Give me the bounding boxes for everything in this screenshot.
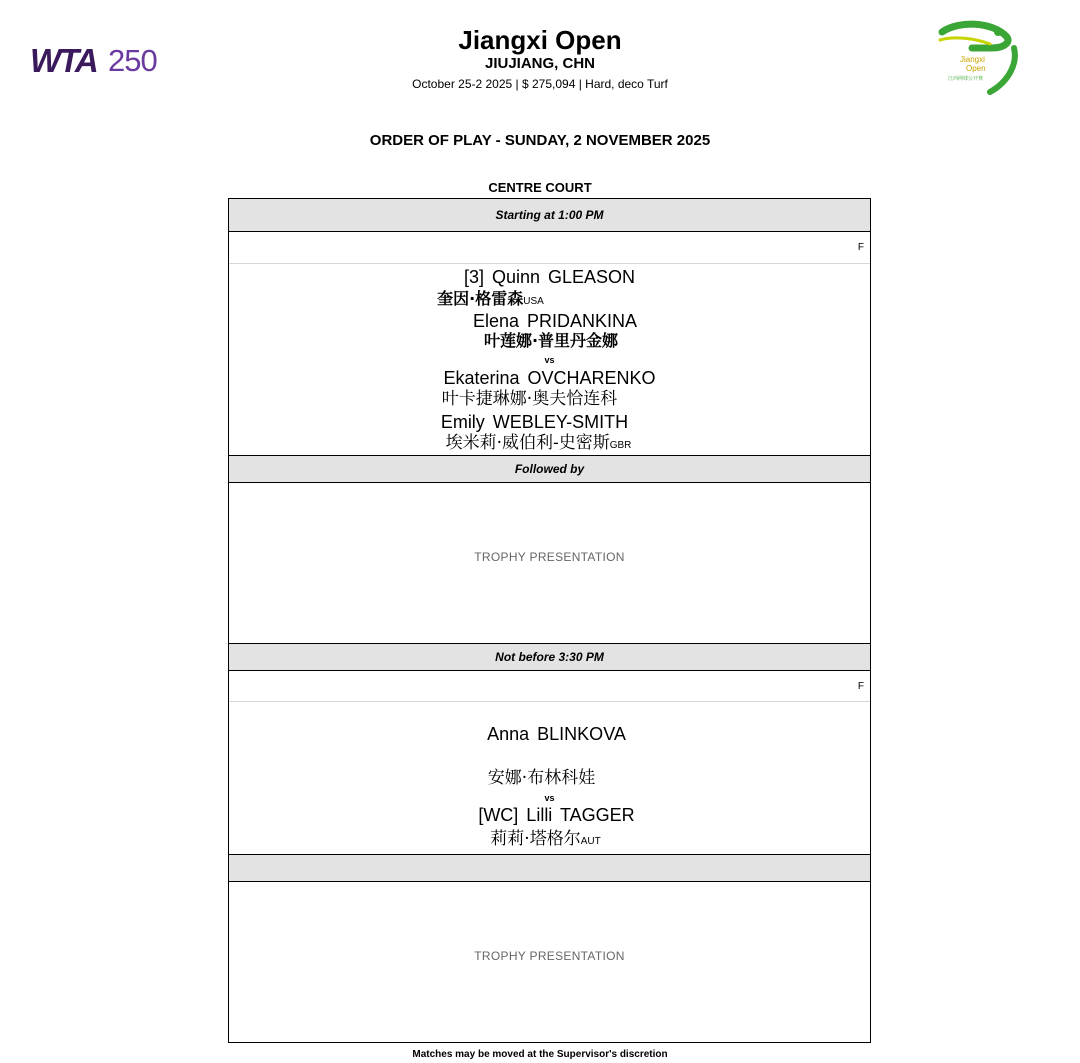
tournament-city: JIUJIANG, CHN [484,55,596,72]
team1-player1-country: USA [523,296,544,307]
logo-text-line2: Open [966,64,986,73]
jiangxi-open-logo [930,18,1025,100]
team1-player2 [229,311,870,332]
session-header-2 [229,643,870,671]
trophy-block-2 [229,882,870,1042]
team1-player1 [229,267,870,288]
logo-text-line1: Jiangxi [960,55,985,64]
vs-label-2: vs [544,793,555,803]
team2-player1-name: Ekaterina OVCHARENKO [443,368,656,388]
match2-player1-cn [229,768,870,788]
match-2 [229,702,870,854]
tournament-name: Jiangxi Open [458,25,622,55]
team2-player1-cn-name: 叶卡捷琳娜·奥夫恰连科 [441,389,618,409]
round-label-1: F [857,242,864,253]
footer-note: Matches may be moved at the Supervisor's discretion [412,1049,668,1060]
team2-player2-cn-name: 埃米莉·威伯利-史密斯 [445,433,610,453]
team2-player2-country: GBR [609,440,632,451]
team1-player1-cn-name: 奎因·格雷森 [437,289,524,308]
wta-logo-number: 250 [108,43,157,78]
court-name: CENTRE COURT [488,180,592,195]
team2-player2-cn [229,433,870,453]
team1-player1-cn [229,289,870,309]
match2-player2 [229,805,870,826]
followed-by-label: Followed by [514,462,585,476]
trophy-presentation-2: TROPHY PRESENTATION [474,949,625,963]
match2-player2-cn-name: 莉莉·塔格尔 [490,829,581,849]
schedule-table [228,198,871,1043]
session-time-2: Not before 3:30 PM [495,650,604,664]
team2-player2-name: Emily WEBLEY-SMITH [440,412,629,432]
match2-player2-name: [WC] Lilli TAGGER [478,805,635,825]
team1-player2-cn-name: 叶莲娜·普里丹金娜 [483,331,619,350]
match2-player2-cn [229,829,870,849]
logo-text-line3: 江西网球公开赛 [948,76,984,82]
team2-player1-cn [229,389,870,409]
match2-player1 [229,724,870,745]
order-of-play-heading: ORDER OF PLAY - SUNDAY, 2 NOVEMBER 2025 [369,132,711,149]
team1-player2-cn [229,331,870,351]
team1-player2-name: Elena PRIDANKINA [472,311,638,331]
team1-player1-name: [3] Quinn GLEASON [463,267,636,287]
match2-player2-country: AUT [580,836,601,847]
match-1 [229,264,870,455]
match2-player1-name: Anna BLINKOVA [487,724,626,744]
wta-logo-text: WTA [30,42,97,79]
trophy-block-1 [229,483,870,643]
team2-player1 [229,368,870,389]
round-row-1 [229,232,870,264]
trophy-presentation-1: TROPHY PRESENTATION [474,550,625,564]
tournament-meta: October 25-2 2025 | $ 275,094 | Hard, deco Turf [412,77,668,91]
round-label-2: F [857,681,864,692]
session-time-1: Starting at 1:00 PM [495,208,604,222]
match2-player1-cn-name: 安娜·布林科娃 [487,768,596,788]
team2-player2 [229,412,870,433]
session-header-1 [229,199,870,232]
empty-bar [229,854,870,882]
followed-by-bar [229,455,870,483]
vs-label-1: vs [544,355,555,365]
round-row-2 [229,671,870,702]
